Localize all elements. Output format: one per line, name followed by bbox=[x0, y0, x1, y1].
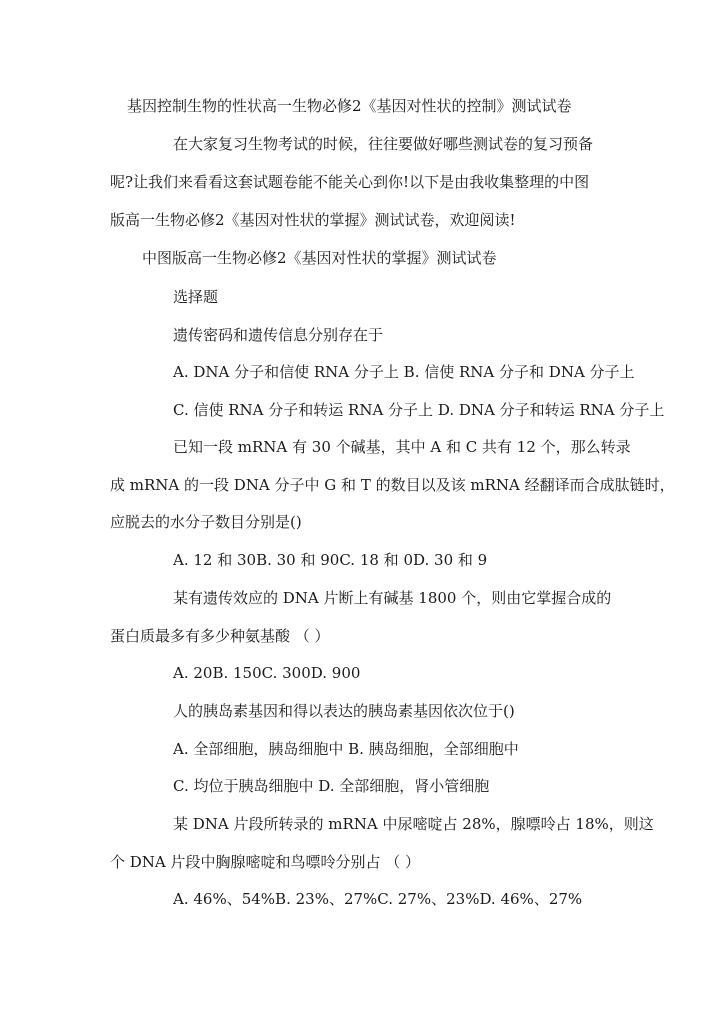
intro-line: 呢?让我们来看看这套试题卷能不能关心到你!以下是由我收集整理的中图 bbox=[110, 173, 590, 191]
question-options: A. 12 和 30B. 30 和 90C. 18 和 0D. 30 和 9 bbox=[173, 551, 488, 569]
question-stem: 某 DNA 片段所转录的 mRNA 中尿嘧啶占 28%，腺嘌呤占 18%，则这 bbox=[173, 815, 654, 833]
document-subtitle: 中图版高一生物必修2《基因对性状的掌握》测试试卷 bbox=[142, 249, 497, 267]
question-options: A. 20B. 150C. 300D. 900 bbox=[173, 664, 361, 682]
intro-line: 在大家复习生物考试的时候，往往要做好哪些测试卷的复习预备 bbox=[173, 135, 594, 153]
question-options: A. 46%、54%B. 23%、27%C. 27%、23%D. 46%、27% bbox=[173, 890, 583, 908]
question-stem: 成 mRNA 的一段 DNA 分子中 G 和 T 的数目以及该 mRNA 经翻译而合成肽链时， bbox=[110, 476, 675, 494]
question-stem: 个 DNA 片段中胸腺嘧啶和鸟嘌呤分别占 （ ） bbox=[110, 853, 421, 871]
intro-line: 版高一生物必修2《基因对性状的掌握》测试试卷，欢迎阅读! bbox=[110, 211, 516, 229]
question-stem: 应脱去的水分子数目分别是() bbox=[110, 513, 302, 531]
question-options: C. 信使 RNA 分子和转运 RNA 分子上 D. DNA 分子和转运 RNA 分子上 bbox=[173, 401, 665, 419]
question-options: A. 全部细胞，胰岛细胞中 B. 胰岛细胞，全部细胞中 bbox=[173, 740, 519, 758]
section-heading: 选择题 bbox=[173, 288, 219, 306]
question-options: A. DNA 分子和信使 RNA 分子上 B. 信使 RNA 分子和 DNA 分子上 bbox=[173, 363, 635, 381]
question-stem: 人的胰岛素基因和得以表达的胰岛素基因依次位于() bbox=[173, 702, 515, 720]
question-options: C. 均位于胰岛细胞中 D. 全部细胞，肾小管细胞 bbox=[173, 777, 490, 795]
document-title: 基因控制生物的性状高一生物必修2《基因对性状的控制》测试试卷 bbox=[127, 97, 572, 115]
question-stem: 遗传密码和遗传信息分别存在于 bbox=[173, 326, 384, 344]
question-stem: 某有遗传效应的 DNA 片断上有碱基 1800 个，则由它掌握合成的 bbox=[173, 589, 612, 607]
question-stem: 蛋白质最多有多少种氨基酸 （ ） bbox=[110, 627, 330, 645]
question-stem: 已知一段 mRNA 有 30 个碱基，其中 A 和 C 共有 12 个，那么转录 bbox=[173, 438, 631, 456]
